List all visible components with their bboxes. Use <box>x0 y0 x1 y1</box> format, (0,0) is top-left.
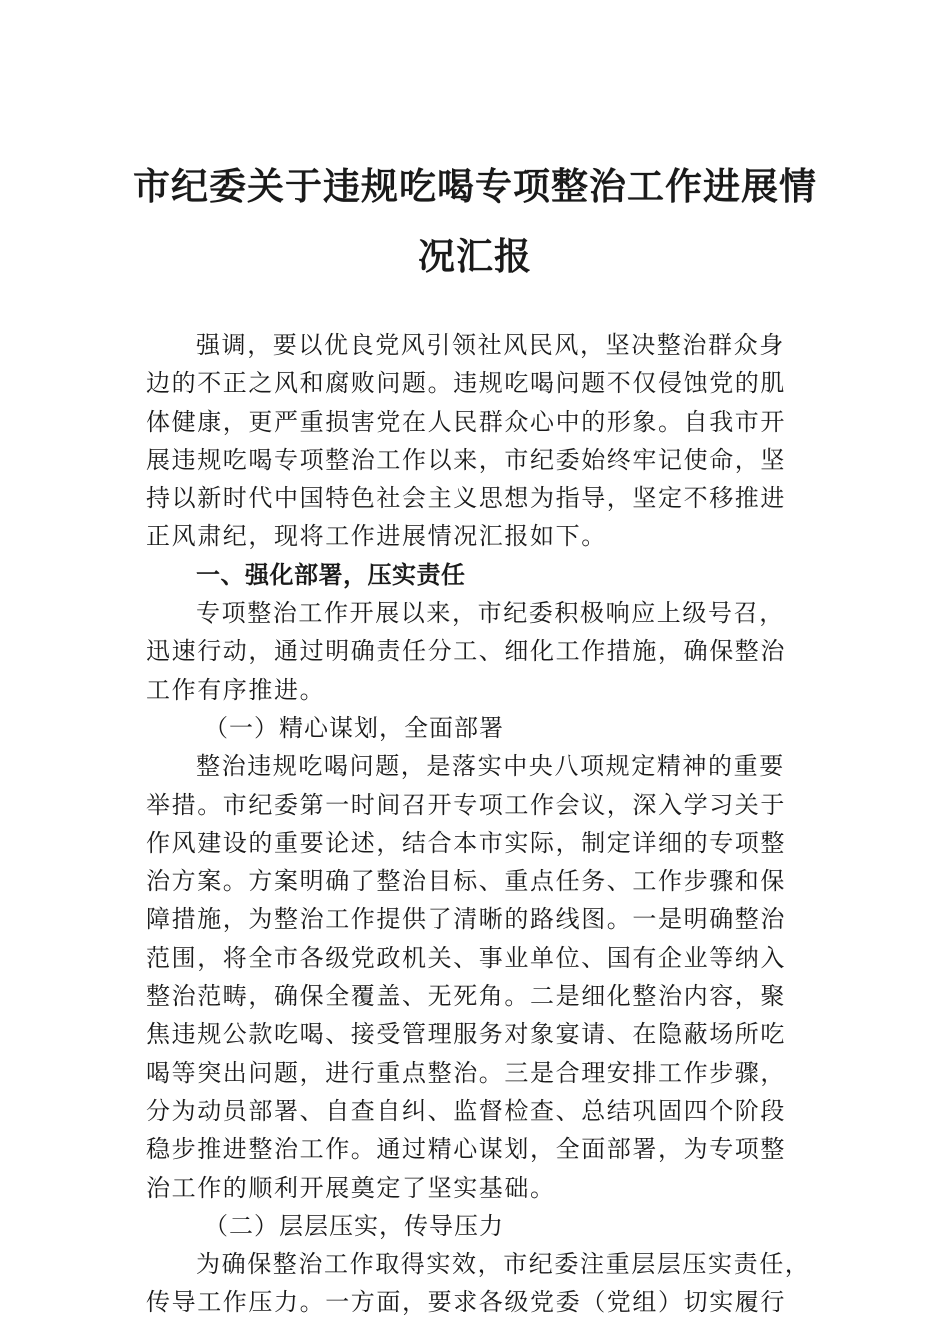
paragraph-line: 治方案。方案明确了整治目标、重点任务、工作步骤和保 <box>146 867 786 896</box>
document-title-line-1: 市纪委关于违规吃喝专项整治工作进展情 <box>133 164 817 208</box>
paragraph-line: 体健康，更严重损害党在人民群众心中的形象。自我市开 <box>146 407 786 436</box>
paragraph-line: 专项整治工作开展以来，市纪委积极响应上级号召， <box>196 599 785 628</box>
paragraph-line: 障措施，为整治工作提供了清晰的路线图。一是明确整治 <box>146 905 786 934</box>
section-heading: 一、强化部署，压实责任 <box>196 560 466 589</box>
paragraph-line: 传导工作压力。一方面，要求各级党委（党组）切实履行 <box>146 1288 786 1317</box>
paragraph-line: 范围，将全市各级党政机关、事业单位、国有企业等纳入 <box>146 943 786 972</box>
paragraph-line: 边的不正之风和腐败问题。违规吃喝问题不仅侵蚀党的肌 <box>146 369 786 398</box>
paragraph-line: 稳步推进整治工作。通过精心谋划，全面部署，为专项整 <box>146 1135 786 1164</box>
paragraph-line: 工作有序推进。 <box>146 675 326 704</box>
paragraph-line: 分为动员部署、自查自纠、监督检查、总结巩固四个阶段 <box>146 1096 786 1125</box>
paragraph-line: 整治违规吃喝问题，是落实中央八项规定精神的重要 <box>196 752 785 781</box>
paragraph-line: 强调，要以优良党风引领社风民风，坚决整治群众身 <box>196 331 785 359</box>
paragraph-line: 迅速行动，通过明确责任分工、细化工作措施，确保整治 <box>146 637 786 666</box>
document-body <box>146 326 812 1322</box>
paragraph-line: 展违规吃喝专项整治工作以来，市纪委始终牢记使命，坚 <box>146 445 786 474</box>
subsection-heading: （一）精心谋划，全面部署 <box>204 713 504 742</box>
paragraph-line: 治工作的顺利开展奠定了坚实基础。 <box>146 1173 556 1202</box>
paragraph-line: 举措。市纪委第一时间召开专项工作会议，深入学习关于 <box>146 790 786 819</box>
paragraph-line: 整治范畴，确保全覆盖、无死角。二是细化整治内容，聚 <box>146 982 786 1011</box>
paragraph-line: 为确保整治工作取得实效，市纪委注重层层压实责任， <box>196 1250 811 1279</box>
paragraph-line: 焦违规公款吃喝、接受管理服务对象宴请、在隐蔽场所吃 <box>146 1020 786 1049</box>
document-title-line-2: 况汇报 <box>418 234 532 278</box>
paragraph-line: 持以新时代中国特色社会主义思想为指导，坚定不移推进 <box>146 484 786 513</box>
paragraph-line: 正风肃纪，现将工作进展情况汇报如下。 <box>146 522 607 551</box>
paragraph-line: 作风建设的重要论述，结合本市实际，制定详细的专项整 <box>146 828 786 857</box>
paragraph-line: 喝等突出问题，进行重点整治。三是合理安排工作步骤， <box>146 1058 786 1087</box>
subsection-heading: （二）层层压实，传导压力 <box>204 1211 504 1240</box>
